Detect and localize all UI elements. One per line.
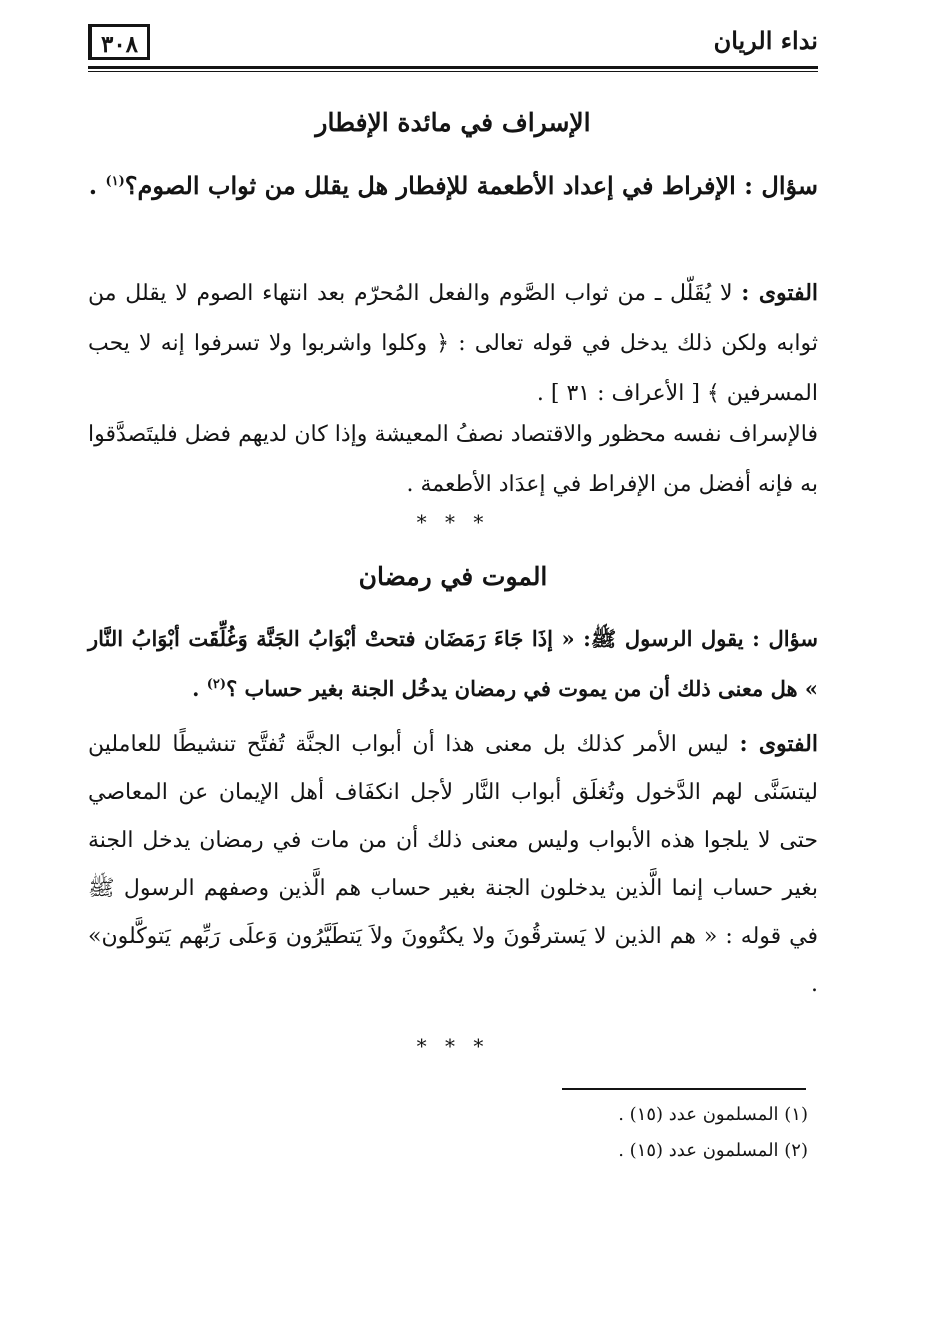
question-paragraph [88,158,818,214]
footnote: (٢) المسلمون عدد (١٥) . [618,1140,808,1161]
question-paragraph [88,614,818,714]
footnote-ref: (١) [105,174,125,189]
page-number: ٣٠٨ [88,24,150,60]
answer-label: الفتوى : [741,280,819,306]
question-text: الإفراط في إعداد الأطعمة للإفطار هل يقلل من ثواب الصوم؟ [124,171,736,200]
answer-label: الفتوى : [739,731,818,757]
question-text: يقول الرسول ﷺ: « إذَا جَاءَ رَمَضَان فتحتْ أبْوَابُ الجَنَّة وَغُلِّقَت أبْوَابُ النَّار » هل معنى ذلك أن من يموت في رمضان يدخُل الجنة بغير حساب ؟ [88,626,818,701]
question-label: سؤال : [752,626,818,651]
answer-text: ليس الأمر كذلك بل معنى هذا أن أبواب الجنَّة تُفتَّح تنشيطًا للعاملين ليتسَنَّى لهم الدَّخول وتُغلَق أبواب النَّار لأجل انكفَاف أهل الإيمان عن المعاصي حتى لا يلجوا هذه الأبواب وليس معنى ذلك أن من مات في رمضان يدخل الجنة بغير حساب إنما الَّذين يدخلون الجنة بغير حساب هم الَّذين وصفهم الرسول ﷺ في قوله : « هم الذين لا يَسترقُونَ ولا يكتُوونَ ولاَ يَتطَيَّرُون وَعلَى رَبِّهم يَتوكَّلون» . [88,732,818,997]
question-end: . [192,676,207,701]
header-rule-thin [88,71,818,72]
footnote-ref: (٢) [206,677,227,692]
question-label: سؤال : [744,171,818,200]
answer-paragraph [88,268,818,419]
header-rule [88,66,818,69]
section-separator: * * * [416,510,490,534]
answer-paragraph [88,720,818,1009]
section-title: الإسراف في مائدة الإفطار [315,108,591,137]
question-end: . [88,171,106,200]
page-header [88,22,818,70]
footnote-rule [562,1088,806,1090]
section-separator: * * * [416,1034,490,1058]
section-title: الموت في رمضان [358,562,548,591]
footnote: (١) المسلمون عدد (١٥) . [618,1104,808,1125]
answer-paragraph-2: فالإسراف نفسه محظور والاقتصاد نصفُ المعيشة وإذا كان لديهم فضل فليتَصدَّقوا به فإنه أفضل من الإفراط في إعدَاد الأطعمة . [88,422,818,497]
answer-text: لا يُقَلّل ـ من ثواب الصَّوم والفعل المُحرّم بعد انتهاء الصوم لا يقلل من ثوابه ولكن ذلك يدخل في قوله تعالى : ﴿ وكلوا واشربوا ولا تسرفوا إنه لا يحب المسرفين ﴾ [ الأعراف : ٣١ ] . [88,281,818,406]
running-title: نداء الريان [713,26,818,55]
